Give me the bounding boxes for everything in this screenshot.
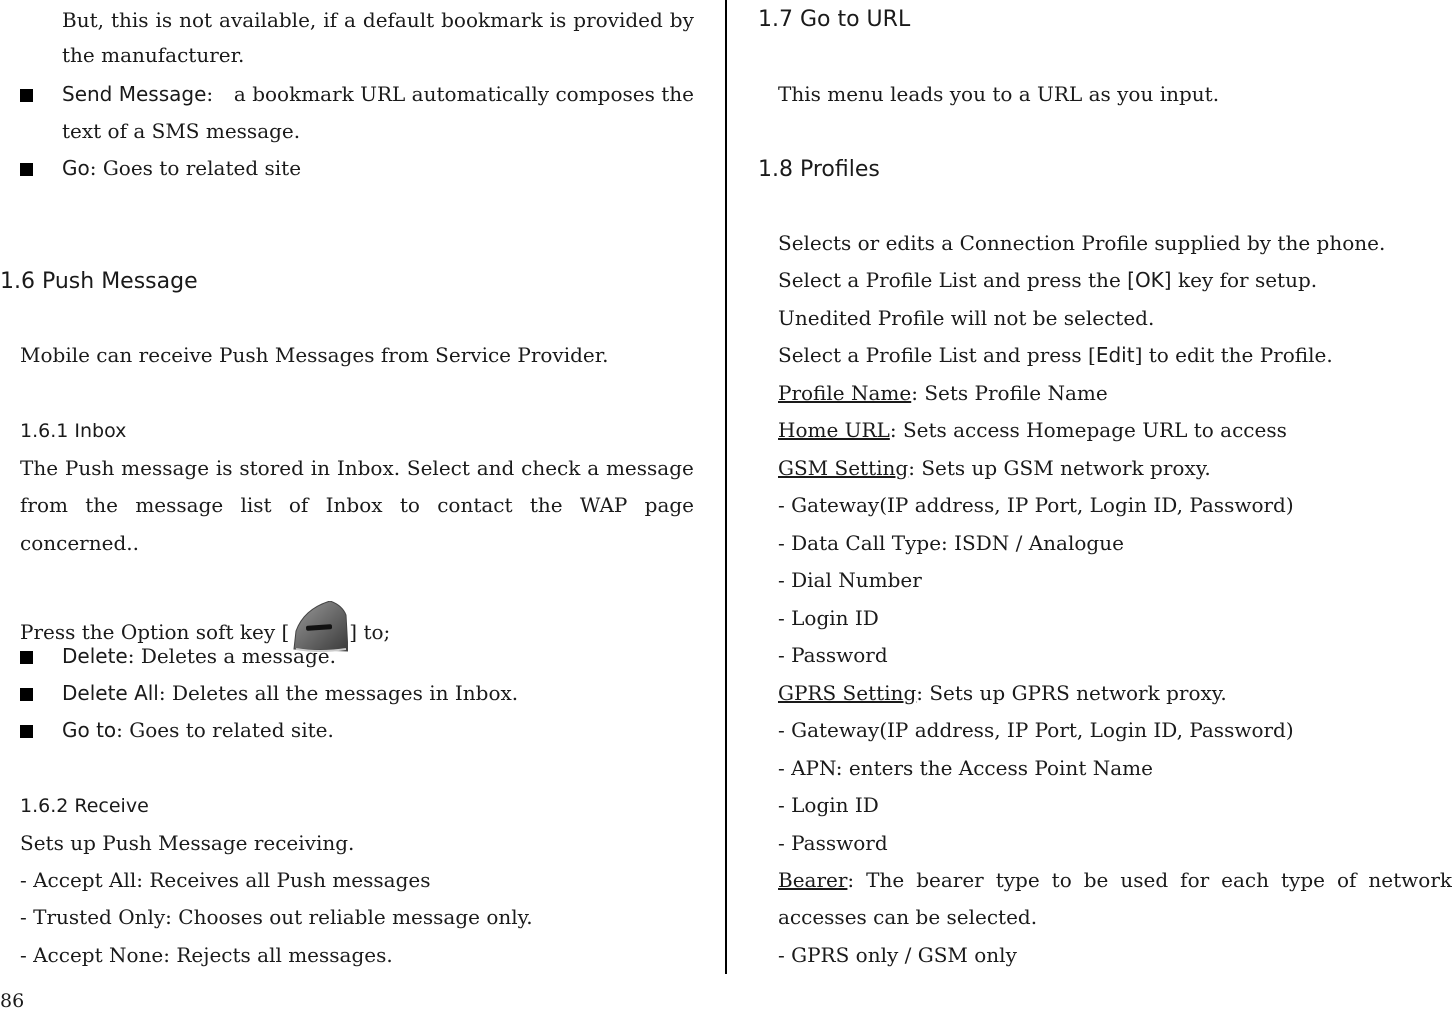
gprs-setting-line bbox=[778, 675, 1227, 712]
send-message-desc-line-2: text of a SMS message. bbox=[62, 119, 301, 143]
select-edit-line bbox=[778, 337, 1333, 374]
word: Push bbox=[64, 456, 115, 480]
receive-line: - Accept None: Rejects all messages. bbox=[20, 943, 393, 967]
option-label: Go to bbox=[62, 718, 117, 742]
gsm-item: - Data Call Type: ISDN / Analogue bbox=[778, 531, 1124, 555]
word: is bbox=[215, 456, 233, 480]
word: Select bbox=[406, 456, 470, 480]
inbox-heading: 1.6.1 Inbox bbox=[20, 420, 127, 442]
send-message-item bbox=[62, 76, 694, 113]
gprs-item: - Password bbox=[778, 831, 888, 855]
word: Inbox. bbox=[336, 456, 401, 480]
option-desc: : Deletes all the messages in Inbox. bbox=[158, 681, 519, 705]
bullet-icon bbox=[20, 725, 33, 738]
bullet-icon bbox=[20, 89, 33, 102]
push-message-heading: 1.6 Push Message bbox=[0, 269, 198, 294]
press-option-suffix: ] to; bbox=[349, 620, 391, 644]
inbox-desc-line-1 bbox=[20, 450, 694, 487]
gsm-setting-desc: : Sets up GSM network proxy. bbox=[908, 456, 1211, 480]
select-ok-line bbox=[778, 262, 1317, 299]
ok-key-label: [OK] bbox=[1127, 268, 1172, 292]
gsm-setting-line bbox=[778, 450, 1211, 487]
select-ok-suffix: key for setup. bbox=[1171, 268, 1318, 292]
word: check bbox=[521, 456, 581, 480]
word: in bbox=[310, 456, 330, 480]
word: default bbox=[362, 8, 435, 32]
unedited-line: Unedited Profile will not be selected. bbox=[778, 306, 1155, 330]
send-message-desc: a bookmark URL automatically composes the bbox=[233, 82, 694, 106]
receive-heading: 1.6.2 Receive bbox=[20, 795, 149, 817]
inbox-desc-line-2: from the message list of Inbox to contact the WAP page bbox=[20, 493, 694, 517]
bearer-line bbox=[778, 862, 1452, 899]
select-ok-prefix: Select a Profile List and press the bbox=[778, 268, 1128, 292]
home-url-line bbox=[778, 412, 1287, 449]
home-url-label: Home URL bbox=[778, 418, 890, 442]
edit-key-label: Edit bbox=[1095, 343, 1135, 367]
gsm-item: - Gateway(IP address, IP Port, Login ID, Password) bbox=[778, 493, 1294, 517]
bullet-icon bbox=[20, 688, 33, 701]
option-item-delete-all bbox=[62, 675, 518, 712]
profiles-intro: Selects or edits a Connection Profile supplied by the phone. bbox=[778, 231, 1386, 255]
bearer-item: - GPRS only / GSM only bbox=[778, 943, 1017, 967]
gsm-setting-label: GSM Setting bbox=[778, 456, 909, 480]
home-url-desc: : Sets access Homepage URL to access bbox=[889, 418, 1287, 442]
press-option-prefix: Press the Option soft key [ bbox=[20, 620, 290, 644]
gprs-setting-label: GPRS Setting bbox=[778, 681, 917, 705]
go-label: Go bbox=[62, 156, 90, 180]
bookmark-intro-line-1 bbox=[62, 2, 694, 39]
profile-name-label: Profile Name bbox=[778, 381, 912, 405]
gsm-item: - Dial Number bbox=[778, 568, 922, 592]
gprs-item: - Gateway(IP address, IP Port, Login ID, Password) bbox=[778, 718, 1294, 742]
word: is bbox=[549, 8, 567, 32]
option-label: Delete All bbox=[62, 681, 159, 705]
go-item bbox=[62, 150, 301, 187]
profile-name-line bbox=[778, 375, 1108, 412]
bullet-icon bbox=[20, 163, 33, 176]
word: if bbox=[323, 8, 338, 32]
inbox-desc-line-3: concerned.. bbox=[20, 531, 139, 555]
gprs-item: - APN: enters the Access Point Name bbox=[778, 756, 1153, 780]
word: this bbox=[110, 8, 149, 32]
word: But, bbox=[62, 8, 104, 32]
word: bookmark bbox=[441, 8, 543, 32]
option-item-go-to bbox=[62, 712, 334, 749]
page-number: 86 bbox=[0, 990, 25, 1012]
option-desc: : Goes to related site. bbox=[116, 718, 334, 742]
select-edit-suffix: ] to edit the Profile. bbox=[1134, 343, 1333, 367]
gprs-setting-desc: : Sets up GPRS network proxy. bbox=[916, 681, 1227, 705]
push-message-intro: Mobile can receive Push Messages from Service Provider. bbox=[20, 343, 609, 367]
option-desc: : Deletes a message. bbox=[127, 644, 336, 668]
go-to-url-heading: 1.7 Go to URL bbox=[758, 7, 911, 32]
receive-line: - Accept All: Receives all Push messages bbox=[20, 868, 431, 892]
gsm-item: - Password bbox=[778, 643, 888, 667]
profile-name-desc: : Sets Profile Name bbox=[911, 381, 1108, 405]
receive-line: Sets up Push Message receiving. bbox=[20, 831, 355, 855]
word: The bbox=[20, 456, 59, 480]
word: stored bbox=[239, 456, 304, 480]
option-item-delete bbox=[62, 638, 336, 675]
word: message bbox=[121, 456, 210, 480]
word: not bbox=[179, 8, 213, 32]
bearer-desc: : The bearer type to be used for each type of network bbox=[847, 868, 1452, 892]
go-desc: : Goes to related site bbox=[89, 156, 302, 180]
bullet-icon bbox=[20, 651, 33, 664]
option-label: Delete bbox=[62, 644, 128, 668]
word: available, bbox=[219, 8, 317, 32]
word: by bbox=[669, 8, 694, 32]
word: and bbox=[476, 456, 515, 480]
bearer-label: Bearer bbox=[778, 868, 848, 892]
send-message-label: Send Message bbox=[62, 82, 207, 106]
select-edit-prefix: Select a Profile List and press [ bbox=[778, 343, 1096, 367]
gsm-item: - Login ID bbox=[778, 606, 879, 630]
bookmark-intro-line-2: the manufacturer. bbox=[62, 43, 245, 67]
go-to-url-desc: This menu leads you to a URL as you input. bbox=[778, 82, 1220, 106]
word: a bbox=[344, 8, 356, 32]
colon: : bbox=[206, 82, 220, 106]
bearer-desc-line-2: accesses can be selected. bbox=[778, 905, 1038, 929]
profiles-heading: 1.8 Profiles bbox=[758, 157, 880, 182]
receive-line: - Trusted Only: Chooses out reliable message only. bbox=[20, 905, 533, 929]
column-divider bbox=[725, 0, 727, 974]
word: provided bbox=[573, 8, 663, 32]
gprs-item: - Login ID bbox=[778, 793, 879, 817]
word: a bbox=[587, 456, 600, 480]
word: message bbox=[605, 456, 694, 480]
word: is bbox=[155, 8, 173, 32]
